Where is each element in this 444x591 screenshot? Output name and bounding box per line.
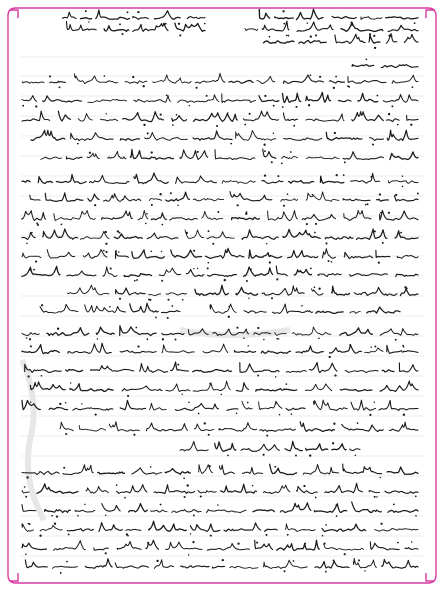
diacritic-dot <box>257 375 259 377</box>
diacritic-dot <box>147 132 149 134</box>
diacritic-dot <box>172 124 174 126</box>
diacritic-dot <box>244 124 246 126</box>
diacritic-dot <box>343 174 345 176</box>
diacritic-dot <box>49 75 51 77</box>
diacritic-dot <box>188 402 190 404</box>
diacritic-dot <box>281 163 283 165</box>
diacritic-dot <box>124 497 126 499</box>
diacritic-dot <box>332 442 334 444</box>
diacritic-dot <box>167 299 169 301</box>
diacritic-dot <box>208 230 210 232</box>
diacritic-dot <box>388 113 390 115</box>
diacritic-dot <box>119 23 121 25</box>
diacritic-dot <box>77 143 79 145</box>
diacritic-dot <box>126 533 128 535</box>
diacritic-dot <box>395 339 397 341</box>
diacritic-dot <box>59 86 61 88</box>
diacritic-dot <box>335 76 337 78</box>
diacritic-dot <box>66 561 68 563</box>
diacritic-dot <box>325 524 327 526</box>
diacritic-dot <box>275 403 277 405</box>
diacritic-dot <box>193 514 195 516</box>
diacritic-dot <box>236 413 238 415</box>
diacritic-dot <box>380 523 382 525</box>
diacritic-dot <box>224 279 226 281</box>
diacritic-dot <box>287 534 289 536</box>
diacritic-dot <box>35 261 37 263</box>
diacritic-dot <box>395 194 397 196</box>
diacritic-dot <box>94 204 96 206</box>
diacritic-dot <box>263 144 265 146</box>
diacritic-dot <box>256 542 258 544</box>
diacritic-dot <box>26 476 28 478</box>
diacritic-dot <box>382 242 384 244</box>
diacritic-dot <box>188 554 189 555</box>
diacritic-dot <box>364 570 365 571</box>
diacritic-dot <box>374 496 376 498</box>
diacritic-dot <box>216 125 218 127</box>
diacritic-dot <box>269 261 271 263</box>
diacritic-dot <box>295 106 297 108</box>
diacritic-dot <box>237 542 239 544</box>
diacritic-dot <box>403 346 405 348</box>
diacritic-dot <box>373 35 375 37</box>
diacritic-dot <box>227 455 229 457</box>
diacritic-dot <box>208 434 210 436</box>
diacritic-dot <box>412 86 414 88</box>
diacritic-dot <box>388 35 390 37</box>
diacritic-dot <box>63 467 65 469</box>
diacritic-dot <box>374 401 375 402</box>
diacritic-dot <box>344 553 346 555</box>
diacritic-dot <box>147 338 149 340</box>
diacritic-dot <box>325 242 327 244</box>
diacritic-dot <box>161 224 163 226</box>
diacritic-dot <box>248 297 249 298</box>
diacritic-dot <box>278 338 280 340</box>
diacritic-dot <box>181 394 182 395</box>
diacritic-dot <box>349 344 351 346</box>
diacritic-dot <box>314 286 316 288</box>
diacritic-dot <box>149 299 151 301</box>
diacritic-dot <box>122 33 124 35</box>
diacritic-dot <box>237 204 239 206</box>
diacritic-dot <box>288 35 290 37</box>
diacritic-dot <box>266 243 267 244</box>
diacritic-dot <box>182 299 184 301</box>
diacritic-dot <box>227 112 229 114</box>
diacritic-dot <box>309 454 311 456</box>
diacritic-dot <box>27 523 28 524</box>
diacritic-dot <box>110 267 112 269</box>
diacritic-dot <box>117 230 119 232</box>
diacritic-dot <box>81 403 82 404</box>
diacritic-dot <box>304 543 306 545</box>
diacritic-dot <box>24 486 26 488</box>
diacritic-dot <box>212 243 214 245</box>
diacritic-dot <box>176 114 178 116</box>
diacritic-dot <box>325 571 327 573</box>
diacritic-dot <box>166 94 168 96</box>
diacritic-dot <box>35 105 37 107</box>
diacritic-dot <box>247 402 249 404</box>
diacritic-dot <box>197 151 199 153</box>
diacritic-dot <box>249 113 251 115</box>
diacritic-dot <box>274 466 276 468</box>
diacritic-dot <box>271 161 273 163</box>
diacritic-dot <box>376 496 377 497</box>
diacritic-dot <box>322 535 324 537</box>
diacritic-dot <box>156 560 158 562</box>
diacritic-dot <box>171 305 173 307</box>
diacritic-dot <box>192 541 194 543</box>
diacritic-dot <box>263 339 265 341</box>
diacritic-dot <box>200 495 202 497</box>
diacritic-dot <box>318 288 320 290</box>
diacritic-dot <box>361 212 363 214</box>
diacritic-dot <box>204 23 206 25</box>
diacritic-dot <box>161 280 163 282</box>
diacritic-dot <box>365 204 367 206</box>
diacritic-dot <box>105 243 107 245</box>
diacritic-dot <box>136 279 138 281</box>
diacritic-dot <box>25 496 27 498</box>
diacritic-dot <box>27 375 29 377</box>
diacritic-dot <box>109 306 111 308</box>
diacritic-dot <box>206 95 208 97</box>
diacritic-dot <box>134 280 136 282</box>
diacritic-dot <box>306 223 308 225</box>
diacritic-dot <box>160 504 162 506</box>
diacritic-dot <box>263 454 265 456</box>
diacritic-dot <box>151 204 153 206</box>
diacritic-dot <box>133 434 135 436</box>
diacritic-dot <box>283 205 285 207</box>
diacritic-dot <box>26 337 28 339</box>
diacritic-dot <box>366 59 368 61</box>
diacritic-dot <box>277 175 279 177</box>
diacritic-dot <box>295 455 297 457</box>
diacritic-dot <box>283 23 285 25</box>
diacritic-dot <box>143 85 145 87</box>
diacritic-dot <box>208 262 210 264</box>
diacritic-dot <box>315 497 317 499</box>
diacritic-dot <box>252 485 254 487</box>
diacritic-dot <box>245 213 247 215</box>
diacritic-dot <box>170 192 172 194</box>
diacritic-dot <box>374 346 376 348</box>
diacritic-dot <box>415 515 417 517</box>
diacritic-dot <box>103 250 105 252</box>
diacritic-dot <box>303 485 305 487</box>
diacritic-dot <box>77 515 79 517</box>
diacritic-dot <box>198 413 200 415</box>
diacritic-dot <box>228 306 229 307</box>
diacritic-dot <box>137 11 139 13</box>
diacritic-dot <box>319 76 321 78</box>
diacritic-dot <box>378 261 380 263</box>
diacritic-dot <box>333 87 335 89</box>
diacritic-dot <box>397 124 399 126</box>
diacritic-dot <box>315 223 317 225</box>
diacritic-dot <box>106 113 107 114</box>
diacritic-dot <box>312 194 314 196</box>
diacritic-dot <box>402 175 404 177</box>
diacritic-dot <box>273 133 275 135</box>
diacritic-dot <box>414 22 416 24</box>
diacritic-dot <box>41 375 43 377</box>
diacritic-dot <box>314 232 316 234</box>
diacritic-dot <box>379 193 381 195</box>
diacritic-dot <box>137 345 139 347</box>
diacritic-dot <box>37 224 39 226</box>
diacritic-dot <box>358 559 360 561</box>
diacritic-dot <box>324 543 326 545</box>
diacritic-dot <box>127 395 129 397</box>
diacritic-dot <box>287 193 289 195</box>
diacritic-dot <box>282 10 284 12</box>
diacritic-dot <box>264 174 266 176</box>
diacritic-dot <box>403 414 405 416</box>
diacritic-dot <box>328 260 330 262</box>
diacritic-dot <box>29 523 31 525</box>
diacritic-dot <box>59 403 61 405</box>
diacritic-dot <box>189 105 190 106</box>
diacritic-dot <box>372 143 374 145</box>
diacritic-dot <box>68 533 70 535</box>
diacritic-dot <box>70 382 71 383</box>
diacritic-dot <box>178 23 180 25</box>
diacritic-dot <box>276 278 278 280</box>
diacritic-dot <box>135 327 137 329</box>
diacritic-dot <box>167 317 169 319</box>
diacritic-dot <box>31 232 32 233</box>
diacritic-dot <box>293 125 295 127</box>
diacritic-dot <box>370 346 372 348</box>
diacritic-dot <box>184 496 186 498</box>
diacritic-dot <box>145 223 147 225</box>
diacritic-dot <box>315 34 317 36</box>
diacritic-dot <box>271 297 273 299</box>
diacritic-dot <box>230 143 232 145</box>
diacritic-dot <box>276 338 278 340</box>
diacritic-dot <box>22 105 24 107</box>
diacritic-dot <box>160 114 162 116</box>
diacritic-dot <box>400 232 402 234</box>
diacritic-dot <box>250 268 251 269</box>
diacritic-dot <box>119 298 121 300</box>
diacritic-dot <box>415 495 417 497</box>
diacritic-dot <box>207 267 209 269</box>
diacritic-dot <box>279 414 281 416</box>
diacritic-dot <box>30 345 32 347</box>
diacritic-dot <box>151 251 153 253</box>
diacritic-dot <box>286 35 288 37</box>
diacritic-dot <box>25 554 27 556</box>
diacritic-dot <box>39 535 41 537</box>
diacritic-dot <box>208 465 210 467</box>
diacritic-dot <box>26 243 28 245</box>
diacritic-dot <box>197 268 198 269</box>
diacritic-dot <box>333 423 335 425</box>
diacritic-dot <box>397 542 399 544</box>
diacritic-dot <box>308 104 310 106</box>
diacritic-dot <box>183 477 185 479</box>
diacritic-dot <box>329 356 331 358</box>
diacritic-dot <box>179 34 181 36</box>
diacritic-dot <box>369 414 371 416</box>
diacritic-dot <box>54 523 56 525</box>
diacritic-dot <box>344 161 346 163</box>
diacritic-dot <box>357 422 359 424</box>
diacritic-dot <box>310 35 312 37</box>
diacritic-dot <box>275 376 276 377</box>
diacritic-dot <box>95 414 97 416</box>
diacritic-dot <box>404 286 406 288</box>
diacritic-dot <box>222 559 224 561</box>
diacritic-dot <box>347 85 349 87</box>
diacritic-dot <box>333 559 335 561</box>
diacritic-dot <box>331 261 333 263</box>
diacritic-dot <box>60 572 62 574</box>
diacritic-dot <box>151 151 153 153</box>
diacritic-dot <box>61 224 63 226</box>
diacritic-dot <box>147 542 149 544</box>
diacritic-dot <box>264 150 266 152</box>
diacritic-dot <box>132 76 134 78</box>
diacritic-dot <box>374 47 376 49</box>
diacritic-dot <box>29 338 31 340</box>
diacritic-dot <box>161 251 162 252</box>
diacritic-dot <box>196 87 198 89</box>
diacritic-dot <box>187 484 189 486</box>
diacritic-dot <box>143 124 145 126</box>
diacritic-dot <box>29 269 31 271</box>
diacritic-dot <box>209 383 211 385</box>
diacritic-dot <box>190 533 191 534</box>
diacritic-dot <box>282 106 284 108</box>
diacritic-dot <box>307 22 309 24</box>
diacritic-dot <box>116 484 118 486</box>
diacritic-dot <box>175 339 177 341</box>
diacritic-dot <box>159 193 161 195</box>
diacritic-dot <box>417 193 419 195</box>
diacritic-dot <box>51 515 53 517</box>
diacritic-dot <box>374 230 376 232</box>
diacritic-dot <box>334 132 336 134</box>
diacritic-dot <box>105 251 107 253</box>
diacritic-dot <box>85 10 87 12</box>
diacritic-dot <box>221 394 223 396</box>
diacritic-dot <box>204 422 206 424</box>
diacritic-dot <box>127 11 129 13</box>
diacritic-dot <box>334 374 336 376</box>
diacritic-dot <box>217 504 219 506</box>
diacritic-dot <box>119 232 121 234</box>
diacritic-dot <box>236 327 238 329</box>
diacritic-dot <box>105 231 107 233</box>
diacritic-dot <box>380 212 382 214</box>
diacritic-dot <box>293 560 295 562</box>
diacritic-dot <box>33 269 35 271</box>
diacritic-dot <box>310 268 312 270</box>
diacritic-dot <box>115 250 117 252</box>
diacritic-dot <box>228 316 230 318</box>
diacritic-dot <box>186 232 188 234</box>
diacritic-dot <box>105 515 106 516</box>
diacritic-dot <box>291 413 293 415</box>
diacritic-dot <box>30 402 31 403</box>
diacritic-dot <box>336 515 338 517</box>
diacritic-dot <box>264 95 266 97</box>
diacritic-dot <box>402 186 404 188</box>
diacritic-dot <box>367 203 369 205</box>
diacritic-dot <box>177 364 179 366</box>
diacritic-dot <box>217 211 219 213</box>
diacritic-dot <box>57 328 59 330</box>
diacritic-dot <box>193 268 194 269</box>
diacritic-dot <box>97 338 98 339</box>
diacritic-dot <box>41 304 43 306</box>
diacritic-dot <box>257 327 259 329</box>
diacritic-dot <box>89 152 91 154</box>
diacritic-dot <box>410 124 412 126</box>
diacritic-dot <box>88 21 89 22</box>
diacritic-dot <box>390 35 392 37</box>
diacritic-dot <box>177 205 179 207</box>
diacritic-dot <box>162 338 164 340</box>
diacritic-dot <box>243 338 245 340</box>
diacritic-dot <box>104 75 106 77</box>
diacritic-dot <box>65 402 67 404</box>
diacritic-dot <box>84 504 86 506</box>
diacritic-dot <box>393 504 395 506</box>
diacritic-dot <box>193 250 195 252</box>
diacritic-dot <box>388 212 390 214</box>
diacritic-dot <box>266 435 268 437</box>
diacritic-dot <box>269 36 271 38</box>
diacritic-dot <box>146 213 148 215</box>
diacritic-dot <box>336 174 338 176</box>
diacritic-dot <box>355 455 357 457</box>
diacritic-dot <box>265 534 267 536</box>
diacritic-dot <box>246 280 248 282</box>
diacritic-dot <box>155 317 157 319</box>
diacritic-dot <box>286 383 288 385</box>
diacritic-dot <box>335 504 336 505</box>
diacritic-dot <box>370 176 372 178</box>
diacritic-dot <box>210 535 212 537</box>
diacritic-dot <box>411 541 412 542</box>
diacritic-dot <box>377 95 379 97</box>
diacritic-dot <box>118 251 120 253</box>
diacritic-dot <box>247 345 249 347</box>
diacritic-dot <box>284 570 286 572</box>
diacritic-dot <box>290 151 292 153</box>
diacritic-dot <box>301 305 303 307</box>
diacritic-dot <box>318 337 320 339</box>
diacritic-dot <box>380 477 381 478</box>
diacritic-dot <box>56 515 58 517</box>
diacritic-dot <box>105 552 107 554</box>
diacritic-dot <box>391 105 393 107</box>
diacritic-dot <box>150 466 152 468</box>
diacritic-dot <box>273 105 275 107</box>
diacritic-dot <box>65 433 67 435</box>
diacritic-dot <box>351 24 353 26</box>
diacritic-dot <box>310 74 312 76</box>
